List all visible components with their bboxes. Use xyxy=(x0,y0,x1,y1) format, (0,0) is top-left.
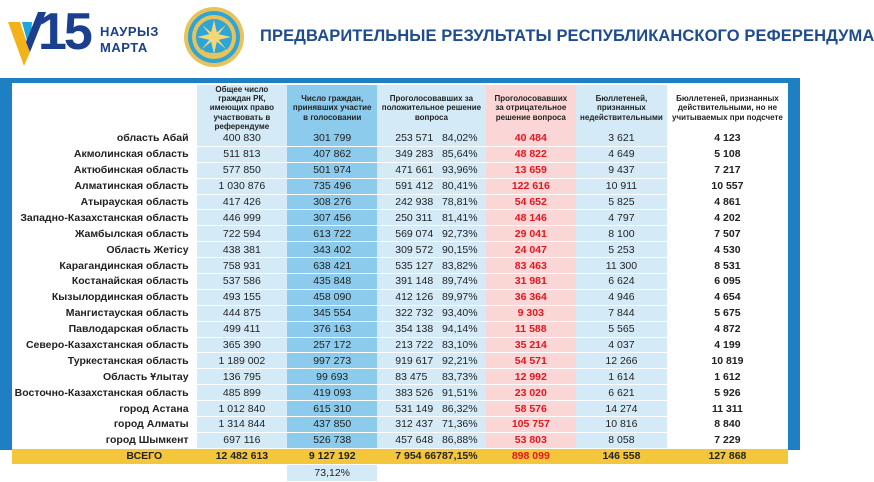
no-count: 58 576 xyxy=(486,401,576,417)
no-count: 122 616 xyxy=(486,179,576,195)
uncounted-count: 8 840 xyxy=(667,417,788,433)
header-invalid: Бюллетеней, признанных недействительными xyxy=(576,85,667,131)
yes-count: 383 526 xyxy=(395,386,434,399)
yes-cell xyxy=(377,369,485,385)
turnout-spacer xyxy=(12,465,197,482)
eligible-count: 438 381 xyxy=(197,242,288,258)
eligible-count: 499 411 xyxy=(197,322,288,338)
invalid-count: 4 797 xyxy=(576,210,667,226)
participated-count: 345 554 xyxy=(287,306,377,322)
invalid-count: 5 565 xyxy=(576,322,667,338)
table-row xyxy=(12,131,788,147)
no-count: 105 757 xyxy=(486,417,576,433)
table-row xyxy=(12,353,788,369)
table-row xyxy=(12,338,788,354)
yes-percent: 86,32% xyxy=(441,402,478,415)
yes-cell xyxy=(377,306,485,322)
state-emblem-icon xyxy=(183,6,245,68)
uncounted-count: 7 507 xyxy=(667,226,788,242)
eligible-count: 537 586 xyxy=(197,274,288,290)
total-no: 898 099 xyxy=(486,449,576,465)
participated-count: 435 848 xyxy=(287,274,377,290)
no-count: 54 652 xyxy=(486,195,576,211)
no-count: 29 041 xyxy=(486,226,576,242)
invalid-count: 10 816 xyxy=(576,417,667,433)
yes-cell xyxy=(377,417,485,433)
eligible-count: 1 030 876 xyxy=(197,179,288,195)
uncounted-count: 10 819 xyxy=(667,353,788,369)
total-invalid: 146 558 xyxy=(576,449,667,465)
turnout-percent: 73,12% xyxy=(287,465,377,482)
yes-cell xyxy=(377,353,485,369)
participated-count: 307 456 xyxy=(287,210,377,226)
no-count: 31 981 xyxy=(486,274,576,290)
yes-count: 457 648 xyxy=(395,434,434,447)
no-count: 48 822 xyxy=(486,147,576,163)
header-uncounted: Бюллетеней, признанных действительными, но не учитываемых при подсчете xyxy=(667,85,788,131)
table-row xyxy=(12,163,788,179)
logo-number: 15 xyxy=(38,3,90,61)
yes-cell xyxy=(377,179,485,195)
page-header xyxy=(0,0,874,78)
yes-count: 531 149 xyxy=(395,402,434,415)
region-name: Павлодарская область xyxy=(12,322,197,338)
participated-count: 419 093 xyxy=(287,385,377,401)
region-name: Карагандинская область xyxy=(12,258,197,274)
invalid-count: 8 100 xyxy=(576,226,667,242)
yes-count: 591 412 xyxy=(395,180,434,193)
yes-cell xyxy=(377,210,485,226)
uncounted-count: 8 531 xyxy=(667,258,788,274)
yes-count: 535 127 xyxy=(395,259,434,272)
yes-cell xyxy=(377,433,485,449)
participated-count: 526 738 xyxy=(287,433,377,449)
yes-cell xyxy=(377,242,485,258)
invalid-count: 5 253 xyxy=(576,242,667,258)
no-count: 40 484 xyxy=(486,131,576,147)
invalid-count: 4 037 xyxy=(576,338,667,354)
uncounted-count: 4 861 xyxy=(667,195,788,211)
total-yes-pct: 87,15% xyxy=(441,450,478,463)
table-row xyxy=(12,306,788,322)
yes-cell xyxy=(377,290,485,306)
header-no: Проголосовавших за отрицательное решение вопроса xyxy=(486,85,576,131)
eligible-count: 417 426 xyxy=(197,195,288,211)
uncounted-count: 4 199 xyxy=(667,338,788,354)
yes-percent: 89,97% xyxy=(441,291,478,304)
table-row xyxy=(12,210,788,226)
yes-percent: 89,74% xyxy=(441,275,478,288)
table-row xyxy=(12,258,788,274)
yes-cell xyxy=(377,385,485,401)
yes-percent: 83,82% xyxy=(441,259,478,272)
region-name: город Алматы xyxy=(12,417,197,433)
yes-percent: 90,15% xyxy=(441,243,478,256)
yes-percent: 93,40% xyxy=(441,307,478,320)
yes-count: 242 938 xyxy=(395,195,434,208)
total-row xyxy=(12,449,788,465)
invalid-count: 4 946 xyxy=(576,290,667,306)
total-yes-cell xyxy=(377,449,485,465)
uncounted-count: 5 926 xyxy=(667,385,788,401)
yes-count: 471 661 xyxy=(395,164,434,177)
page-title: ПРЕДВАРИТЕЛЬНЫЕ РЕЗУЛЬТАТЫ РЕСПУБЛИКАНСКОГО РЕФЕРЕНДУМА xyxy=(260,27,874,45)
invalid-count: 1 614 xyxy=(576,369,667,385)
yes-count: 213 722 xyxy=(395,338,434,351)
no-count: 54 571 xyxy=(486,353,576,369)
no-count: 23 020 xyxy=(486,385,576,401)
yes-percent: 71,36% xyxy=(441,418,478,431)
eligible-count: 400 830 xyxy=(197,131,288,147)
yes-cell xyxy=(377,195,485,211)
yes-count: 349 283 xyxy=(395,148,434,161)
turnout-spacer-3 xyxy=(377,465,788,482)
participated-count: 638 421 xyxy=(287,258,377,274)
invalid-count: 6 624 xyxy=(576,274,667,290)
yes-count: 312 437 xyxy=(395,418,434,431)
table-row xyxy=(12,147,788,163)
yes-percent: 83,73% xyxy=(441,370,478,383)
participated-count: 407 862 xyxy=(287,147,377,163)
yes-cell xyxy=(377,274,485,290)
yes-percent: 93,96% xyxy=(441,164,478,177)
eligible-count: 444 875 xyxy=(197,306,288,322)
invalid-count: 6 621 xyxy=(576,385,667,401)
invalid-count: 4 649 xyxy=(576,147,667,163)
region-name: Кызылординская область xyxy=(12,290,197,306)
eligible-count: 365 390 xyxy=(197,338,288,354)
turnout-row xyxy=(12,465,788,482)
no-count: 11 588 xyxy=(486,322,576,338)
region-name: область Абай xyxy=(12,131,197,147)
no-count: 36 364 xyxy=(486,290,576,306)
table-body xyxy=(12,131,788,449)
header-region xyxy=(12,85,197,131)
yes-cell xyxy=(377,163,485,179)
table-row xyxy=(12,242,788,258)
eligible-count: 758 931 xyxy=(197,258,288,274)
eligible-count: 1 189 002 xyxy=(197,353,288,369)
eligible-count: 1 314 844 xyxy=(197,417,288,433)
logo-word-marta: МАРТА xyxy=(100,40,148,55)
participated-count: 615 310 xyxy=(287,401,377,417)
table-row xyxy=(12,274,788,290)
yes-cell xyxy=(377,401,485,417)
region-name: Область Ұлытау xyxy=(12,369,197,385)
table-row xyxy=(12,226,788,242)
yes-count: 250 311 xyxy=(395,211,433,224)
yes-percent: 84,02% xyxy=(441,132,478,145)
participated-count: 343 402 xyxy=(287,242,377,258)
yes-count: 253 571 xyxy=(395,132,434,145)
uncounted-count: 5 108 xyxy=(667,147,788,163)
yes-count: 83 475 xyxy=(395,370,428,383)
participated-count: 308 276 xyxy=(287,195,377,211)
uncounted-count: 11 311 xyxy=(667,401,788,417)
no-count: 83 463 xyxy=(486,258,576,274)
yes-count: 569 074 xyxy=(395,227,434,240)
no-count: 9 303 xyxy=(486,306,576,322)
region-name: Туркестанская область xyxy=(12,353,197,369)
no-count: 53 803 xyxy=(486,433,576,449)
yes-percent: 83,10% xyxy=(441,338,478,351)
total-uncounted: 127 868 xyxy=(667,449,788,465)
uncounted-count: 10 557 xyxy=(667,179,788,195)
no-count: 13 659 xyxy=(486,163,576,179)
participated-count: 99 693 xyxy=(287,369,377,385)
yes-cell xyxy=(377,226,485,242)
yes-percent: 91,51% xyxy=(441,386,478,399)
participated-count: 257 172 xyxy=(287,338,377,354)
yes-percent: 81,41% xyxy=(441,211,478,224)
uncounted-count: 4 530 xyxy=(667,242,788,258)
table-row xyxy=(12,417,788,433)
invalid-count: 3 621 xyxy=(576,131,667,147)
eligible-count: 577 850 xyxy=(197,163,288,179)
region-name: Костанайская область xyxy=(12,274,197,290)
eligible-count: 136 795 xyxy=(197,369,288,385)
eligible-count: 493 155 xyxy=(197,290,288,306)
no-count: 12 992 xyxy=(486,369,576,385)
yes-count: 322 732 xyxy=(395,307,434,320)
invalid-count: 12 266 xyxy=(576,353,667,369)
yes-percent: 78,81% xyxy=(441,195,478,208)
no-count: 35 214 xyxy=(486,338,576,354)
yes-cell xyxy=(377,147,485,163)
yes-count: 354 138 xyxy=(395,323,434,336)
invalid-count: 5 825 xyxy=(576,195,667,211)
region-name: Западно-Казахстанская область xyxy=(12,210,197,226)
region-name: город Астана xyxy=(12,401,197,417)
participated-count: 458 090 xyxy=(287,290,377,306)
yes-cell xyxy=(377,338,485,354)
yes-count: 412 126 xyxy=(395,291,434,304)
total-yes: 7 954 667 xyxy=(395,450,442,463)
participated-count: 501 974 xyxy=(287,163,377,179)
turnout-spacer-2 xyxy=(197,465,288,482)
participated-count: 735 496 xyxy=(287,179,377,195)
participated-count: 376 163 xyxy=(287,322,377,338)
yes-percent: 85,64% xyxy=(441,148,478,161)
header-yes: Проголосовавших за положительное решение вопроса xyxy=(377,85,485,131)
yes-percent: 80,41% xyxy=(441,180,478,193)
eligible-count: 1 012 840 xyxy=(197,401,288,417)
header-eligible: Общее число граждан РК, имеющих право участвовать в референдуме xyxy=(197,85,288,131)
region-name: Восточно-Казахстанская область xyxy=(12,385,197,401)
region-name: Алматинская область xyxy=(12,179,197,195)
yes-cell xyxy=(377,131,485,147)
march-15-logo xyxy=(8,3,168,70)
participated-count: 301 799 xyxy=(287,131,377,147)
eligible-count: 446 999 xyxy=(197,210,288,226)
eligible-count: 511 813 xyxy=(197,147,288,163)
uncounted-count: 4 202 xyxy=(667,210,788,226)
table-row xyxy=(12,401,788,417)
region-name: Жамбылская область xyxy=(12,226,197,242)
uncounted-count: 4 872 xyxy=(667,322,788,338)
eligible-count: 485 899 xyxy=(197,385,288,401)
invalid-count: 11 300 xyxy=(576,258,667,274)
no-count: 24 047 xyxy=(486,242,576,258)
logo-word-nauryz: НАУРЫЗ xyxy=(100,24,159,39)
region-name: Атырауская область xyxy=(12,195,197,211)
eligible-count: 722 594 xyxy=(197,226,288,242)
total-label: ВСЕГО xyxy=(12,449,197,465)
uncounted-count: 6 095 xyxy=(667,274,788,290)
invalid-count: 10 911 xyxy=(576,179,667,195)
invalid-count: 7 844 xyxy=(576,306,667,322)
participated-count: 613 722 xyxy=(287,226,377,242)
yes-percent: 92,73% xyxy=(441,227,478,240)
uncounted-count: 7 229 xyxy=(667,433,788,449)
no-count: 48 146 xyxy=(486,210,576,226)
region-name: город Шымкент xyxy=(12,433,197,449)
yes-count: 391 148 xyxy=(395,275,434,288)
yes-cell xyxy=(377,258,485,274)
uncounted-count: 4 123 xyxy=(667,131,788,147)
yes-percent: 92,21% xyxy=(441,354,478,367)
yes-count: 919 617 xyxy=(395,354,434,367)
yes-cell xyxy=(377,322,485,338)
header-participated: Число граждан, принявших участие в голосовании xyxy=(287,85,377,131)
region-name: Область Жетісу xyxy=(12,242,197,258)
uncounted-count: 1 612 xyxy=(667,369,788,385)
invalid-count: 14 274 xyxy=(576,401,667,417)
yes-count: 309 572 xyxy=(395,243,434,256)
table-row xyxy=(12,195,788,211)
uncounted-count: 7 217 xyxy=(667,163,788,179)
uncounted-count: 5 675 xyxy=(667,306,788,322)
table-row xyxy=(12,290,788,306)
table-row xyxy=(12,179,788,195)
invalid-count: 9 437 xyxy=(576,163,667,179)
region-name: Северо-Казахстанская область xyxy=(12,338,197,354)
table-row xyxy=(12,433,788,449)
table-row xyxy=(12,322,788,338)
participated-count: 997 273 xyxy=(287,353,377,369)
yes-percent: 94,14% xyxy=(441,323,478,336)
eligible-count: 697 116 xyxy=(197,433,288,449)
total-eligible: 12 482 613 xyxy=(197,449,288,465)
table-row xyxy=(12,385,788,401)
participated-count: 437 850 xyxy=(287,417,377,433)
uncounted-count: 4 654 xyxy=(667,290,788,306)
results-table xyxy=(12,85,788,482)
table-header-row xyxy=(12,85,788,131)
yes-percent: 86,88% xyxy=(441,434,478,447)
region-name: Актюбинская область xyxy=(12,163,197,179)
invalid-count: 8 058 xyxy=(576,433,667,449)
total-participated: 9 127 192 xyxy=(287,449,377,465)
region-name: Мангистауская область xyxy=(12,306,197,322)
region-name: Акмолинская область xyxy=(12,147,197,163)
table-row xyxy=(12,369,788,385)
